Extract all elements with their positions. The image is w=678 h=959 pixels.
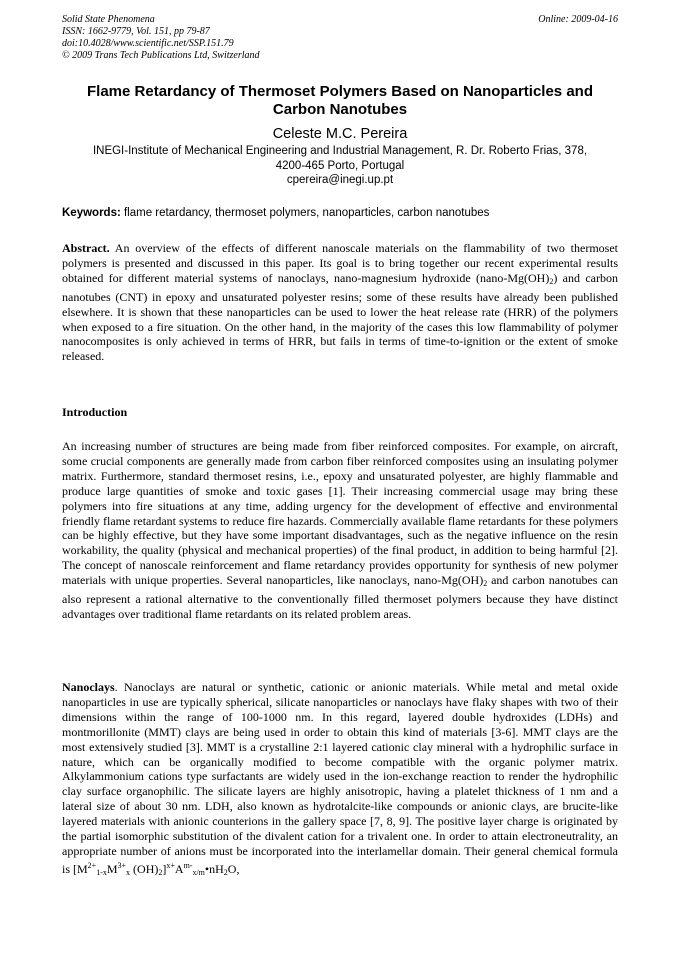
nanoclays-paragraph xyxy=(62,680,618,881)
online-date: Online: 2009-04-16 xyxy=(538,14,618,25)
nanoclays-label: Nanoclays xyxy=(62,680,115,694)
keywords-text: flame retardancy, thermoset polymers, nanoparticles, carbon nanotubes xyxy=(120,207,490,219)
formula-oh: (OH) xyxy=(130,861,159,876)
intro-text-a: An increasing number of structures are being made from fiber reinforced composites. For example, on aircraft, some crucial components are generally made from carbon fiber reinforced composites using an insulating polymer matrix. Furthermore, standard thermoset resins, i.e., epoxy and unsaturated polyester, are highly flammable and produce large quantities of smoke and toxic gases [1]. Their increasing commercial usage may bring these polymers into fire situations at any time, adding urgency for the development of effective and environmental friendly flame retardant systems to reduce fire hazards. Commercially available flame retardants for these polymers can be highly effective, but they have some important disadvantages, such as the negative influence on the resin workability, the quality (physical and mechanical properties) of the final product, in addition to being harmful [2]. The concept of nanoscale reinforcement and flame retardancy provides opportunity for synthesis of new polymer materials with unique properties. Several nanoparticles, like nanoclays, nano-Mg(OH) xyxy=(62,439,618,588)
author-email: cpereira@inegi.up.pt xyxy=(286,174,394,186)
copyright: © 2009 Trans Tech Publications Ltd, Switzerland xyxy=(62,50,260,61)
keywords xyxy=(62,206,618,221)
doi: doi:10.4028/www.scientific.net/SSP.151.79 xyxy=(62,38,234,49)
formula-a: A xyxy=(174,861,184,876)
formula-end: O, xyxy=(227,861,240,876)
formula-sub-2: x xyxy=(126,867,131,877)
abstract xyxy=(62,241,618,364)
abstract-text-b: ) and carbon nanotubes (CNT) in epoxy and unsaturated polyester resins; some of these results have already been published elsewhere. It is shown that these nanoparticles can be used to lower the heat release rate (HRR) of the polymers when exposed to a fire situation. On the other hand, in the majority of the cases this low flammability of polymer nanocomposites is only achieved in terms of HRR, but fails in terms of time-to-ignition or the extent of smoke released. xyxy=(62,270,618,364)
abstract-subscript: 2 xyxy=(549,276,554,286)
formula-sub-4: x/m xyxy=(192,867,205,877)
paper-title: Flame Retardancy of Thermoset Polymers Based on Nanoparticles and Carbon Nanotubes xyxy=(87,83,593,118)
nanoclays-text: . Nanoclays are natural or synthetic, cationic or anionic materials. While metal and metal oxide nanoparticles in use are typically spherical, silicate nanoparticles or nanoclays have flaky shapes with two of their dimensions within the range of 100-1000 nm. In this regard, layered double hydroxides (LDHs) and montmorillonite (MMT) clays are being used in order to obtain this kind of materials [3-6]. MMT clays are the most extensively studied [3]. MMT is a crystalline 2:1 layered cationic clay mineral with a hydrophilic surface in nature, which can be organically modified to become compatible with the organic polymer matrix. Alkylammonium cations type surfactants are widely used in the ion-exchange reaction to render the hydrophilic clay surface organophilic. The silicate layers are highly anisotropic, having a platelet thickness of 1 nm and a lateral size of about 30 nm. LDH, also known as hydrotalcite-like compounds or anionic clays, are brucite-like layered materials with anionic counterions in the gallery space [7, 8, 9]. The positive layer charge is originated by the partial isomorphic substitution of the divalent cation for a trivalent one. In order to attain electroneutrality, an appropriate number of anions must be incorporated into the interlamellar domain. Their general chemical formula is [M xyxy=(62,680,618,876)
formula-sub-3: 2 xyxy=(158,867,163,877)
author-name: Celeste M.C. Pereira xyxy=(272,126,408,142)
formula-sup-1: 2+ xyxy=(87,860,97,870)
intro-subscript: 2 xyxy=(483,579,488,589)
formula-m2: M xyxy=(106,861,118,876)
abstract-text-a: An overview of the effects of different nanoscale materials on the flammability of two thermoset polymers is presented and discussed in this paper. Its goal is to bring together our recent experimental results obtained for different material systems of nanoclays, nano-magnesium hydroxide (nano-Mg(OH) xyxy=(62,241,618,285)
formula-sup-3: x+ xyxy=(166,860,175,870)
journal-header xyxy=(62,14,618,62)
journal-name: Solid State Phenomena xyxy=(62,14,155,25)
affiliation-line-2: 4200-465 Porto, Portugal xyxy=(275,159,405,172)
formula-sub-1: 1-x xyxy=(96,867,107,877)
intro-text-b: and carbon nanotubes can also represent a rational alternative to the conventionally filled thermoset polymers because they have distinct advantages over traditional flame retardants on its related problem areas. xyxy=(62,573,618,621)
formula-sub-5: 2 xyxy=(223,867,228,877)
formula-close: ] xyxy=(162,861,167,876)
formula-tail: •nH xyxy=(204,861,224,876)
abstract-label: Abstract. xyxy=(62,241,110,255)
formula-sup-4: m- xyxy=(183,860,193,870)
affiliation-line-1: INEGI-Institute of Mechanical Engineering and Industrial Management, R. Dr. Roberto Frias, 378, xyxy=(92,145,588,157)
issn: ISSN: 1662-9779, Vol. 151, pp 79-87 xyxy=(62,26,210,37)
introduction-paragraph xyxy=(62,439,618,622)
introduction-heading: Introduction xyxy=(62,405,128,419)
affiliation xyxy=(62,144,618,188)
keywords-label: Keywords: xyxy=(62,207,121,219)
formula-sup-2: 3+ xyxy=(117,860,127,870)
